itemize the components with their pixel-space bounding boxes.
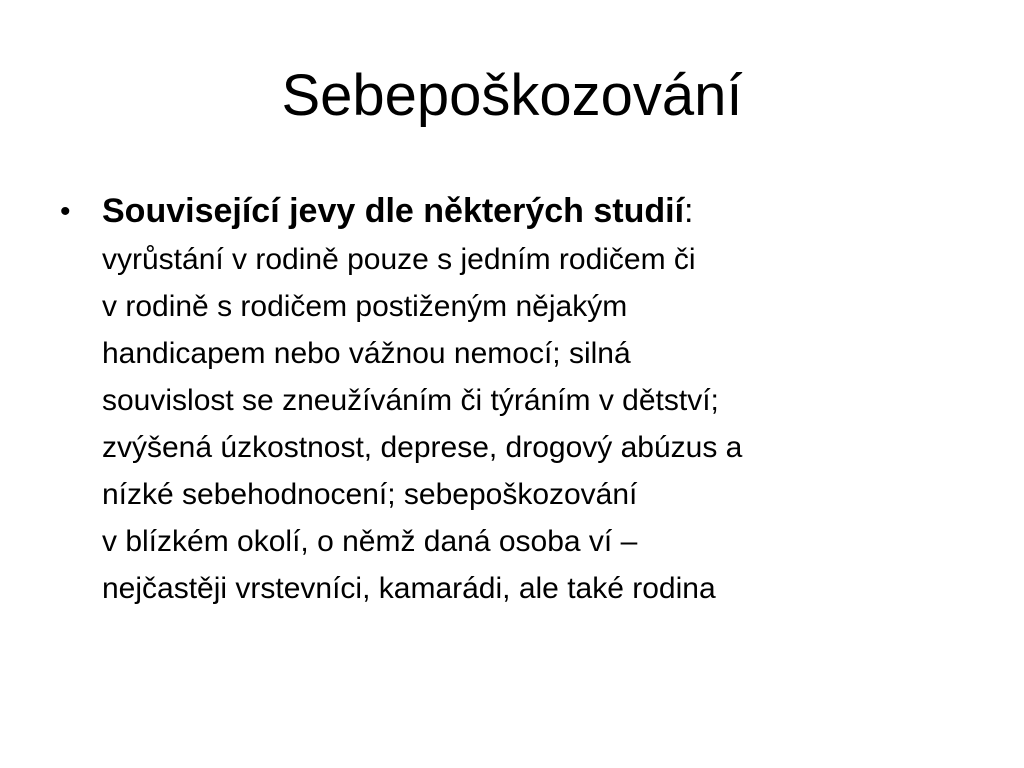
bullet-text-line: vyrůstání v rodině pouze s jedním rodičem či	[102, 243, 696, 276]
bullet-text-line: v rodině s rodičem postiženým nějakým	[102, 290, 628, 323]
bullet-text-line: nízké sebehodnocení; sebepoškozování	[102, 478, 638, 511]
bullet-item	[60, 188, 980, 612]
bullet-text-line: nejčastěji vrstevníci, kamarádi, ale také rodina	[102, 572, 716, 605]
bullet-text-line: zvýšená úzkostnost, deprese, drogový abúzus a	[102, 431, 743, 464]
bullet-marker: •	[60, 195, 71, 228]
bullet-text-line: handicapem nebo vážnou nemocí; silná	[102, 337, 631, 370]
bullet-heading-colon: :	[684, 192, 694, 230]
bullet-heading: Související jevy dle některých studií	[102, 192, 685, 230]
bullet-text-line: v blízkém okolí, o němž daná osoba ví –	[102, 525, 638, 558]
bullet-heading-line	[102, 188, 980, 236]
slide-title: Sebepoškozování	[281, 63, 743, 128]
slide-content	[60, 188, 980, 612]
bullet-text-line: souvislost se zneužíváním či týráním v dětství;	[102, 384, 719, 417]
